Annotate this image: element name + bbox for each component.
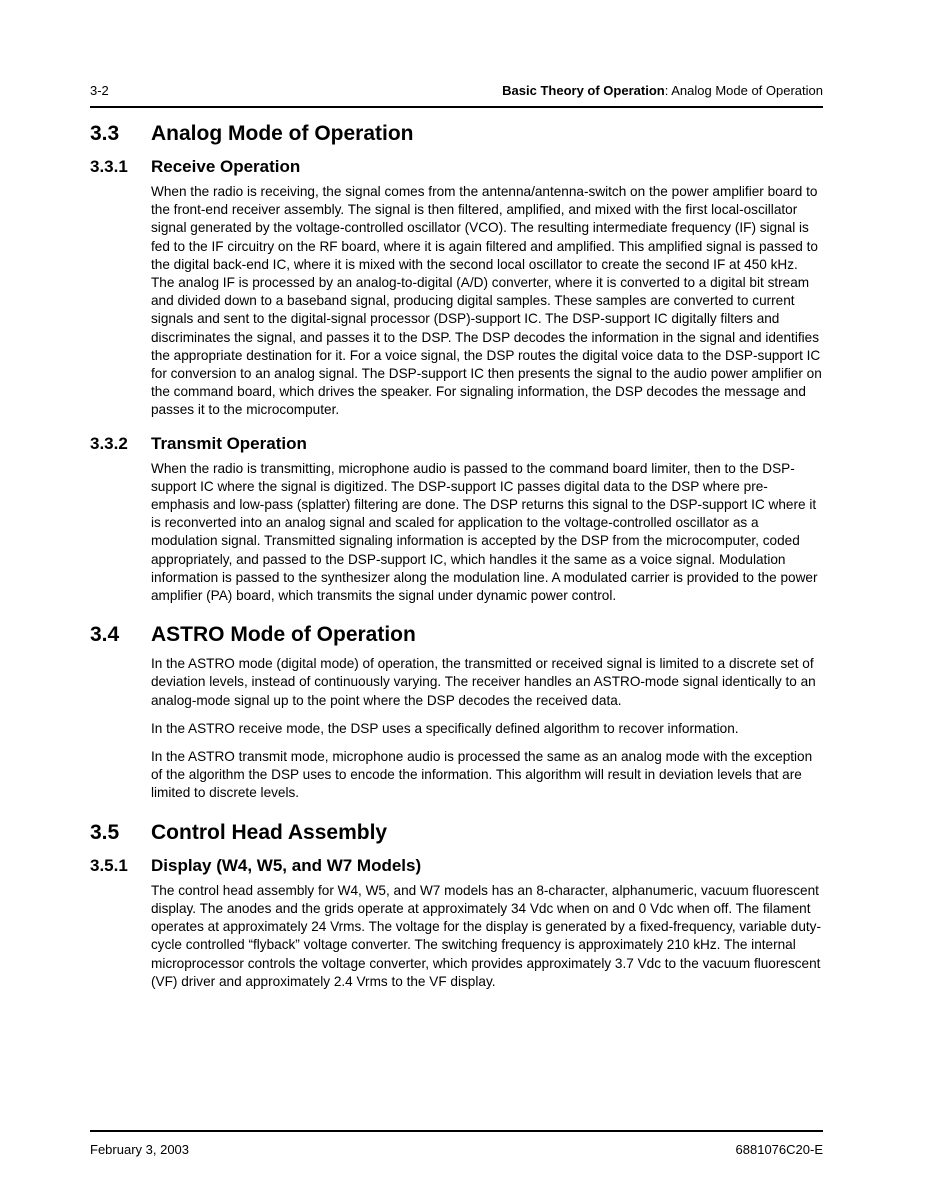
running-title-bold: Basic Theory of Operation [502,83,665,98]
subsection-number: 3.3.1 [90,157,128,176]
section-heading-3-4 [90,619,823,651]
paragraph: In the ASTRO mode (digital mode) of operation, the transmitted or received signal is limited to a discrete set of deviation levels, instead of continuously varying. The receiver handles an ASTRO-mode signal identically to an analog-mode signal up to the point where the DSP decodes the received data. [151,656,816,708]
subsection-number: 3.3.2 [90,433,128,453]
header-rule [90,106,823,108]
subsection-heading-3-3-2 [90,431,823,457]
page-footer [90,1142,823,1162]
subsection-title: Display (W4, W5, and W7 Models) [151,855,422,875]
paragraph: In the ASTRO receive mode, the DSP uses a specifically defined algorithm to recover information. [151,720,739,736]
running-title [502,83,823,99]
paragraph: The control head assembly for W4, W5, and W7 models has an 8-character, alphanumeric, vacuum fluorescent display. The anodes and the grids operate at approximately 34 Vdc when on and 0 Vdc when off. The filament operates at approximately 24 Vrms. The voltage for the display is generated by a fixed-frequency, variable duty-cycle controlled “flyback” voltage converter. The switching frequency is approximately 210 kHz. The internal microprocessor controls the voltage converter, which provides approximately 3.7 Vdc to the vacuum fluorescent (VF) driver and approximately 2.4 Vrms to the VF display. [151,882,821,989]
section-heading-3-3 [90,118,823,150]
page-number: 3-2 [90,83,109,98]
paragraph: In the ASTRO transmit mode, microphone audio is processed the same as an analog mode with the exception of the algorithm the DSP uses to encode the information. This algorithm will result in deviation levels that are limited to discrete levels. [151,749,813,801]
footer-rule [90,1130,823,1132]
paragraph: When the radio is transmitting, microphone audio is passed to the command board limiter, then to the DSP-support IC where the signal is digitized. The DSP-support IC passes digital data to the DSP where pre-emphasis and low-pass (splatter) filtering are done. The DSP returns this signal to the DSP-support IC where it is reconverted into an analog signal and scaled for application to the voltage-controlled oscillator as a modulation signal. Transmitted signaling information is accepted by the DSP from the microcomputer, coded appropriately, and passed to the DSP-support IC, which handles it the same as a voice signal. Modulation information is passed to the synthesizer along the modulation line. A modulated carrier is provided to the power amplifier (PA) board, which transmits the signal under dynamic power control. [151,460,818,604]
subsection-title: Receive Operation [151,157,301,176]
subsection-number: 3.5.1 [90,855,128,875]
subsection-heading-3-5-1 [90,853,823,879]
running-title-rest: : Analog Mode of Operation [664,83,823,98]
section-number: 3.5 [90,820,120,844]
section-title: Control Head Assembly [151,820,388,844]
section-number: 3.4 [90,623,120,647]
footer-date: February 3, 2003 [90,1142,190,1157]
section-title: ASTRO Mode of Operation [151,623,416,647]
subsection-heading-3-3-1 [90,154,823,180]
paragraph: When the radio is receiving, the signal comes from the antenna/antenna-switch on the power amplifier board to the front-end receiver assembly. The signal is then filtered, amplified, and mixed with the first local-oscillator signal generated by the voltage-controlled oscillator (VCO). The resulting intermediate frequency (IF) signal is fed to the IF circuitry on the RF board, where it is again filtered and amplified. This amplified signal is passed to the digital back-end IC, where it is mixed with the second local oscillator to create the second IF at 450 kHz. The analog IF is processed by an analog-to-digital (A/D) converter, where it is converted to a digital bit stream and divided down to a baseband signal, producing digital samples. These samples are converted to current signals and sent to the digital-signal processor (DSP)-support IC. The DSP-support IC digitally filters and discriminates the signal, and passes it to the DSP. The DSP decodes the information in the signal and identifies the appropriate destination for it. For a voice signal, the DSP routes the digital voice data to the DSP-support IC for conversion to an analog signal. The DSP-support IC then presents the signal to the audio power amplifier on the command board, which drives the speaker. For signaling information, the DSP decodes the message and passes it to the microcomputer. [151,184,822,418]
section-heading-3-5 [90,817,823,849]
page-header [90,83,823,103]
section-title: Analog Mode of Operation [151,122,414,145]
footer-doc-number: 6881076C20-E [735,1142,823,1157]
subsection-title: Transmit Operation [151,433,307,453]
page-body [90,118,823,1001]
section-number: 3.3 [90,122,120,145]
